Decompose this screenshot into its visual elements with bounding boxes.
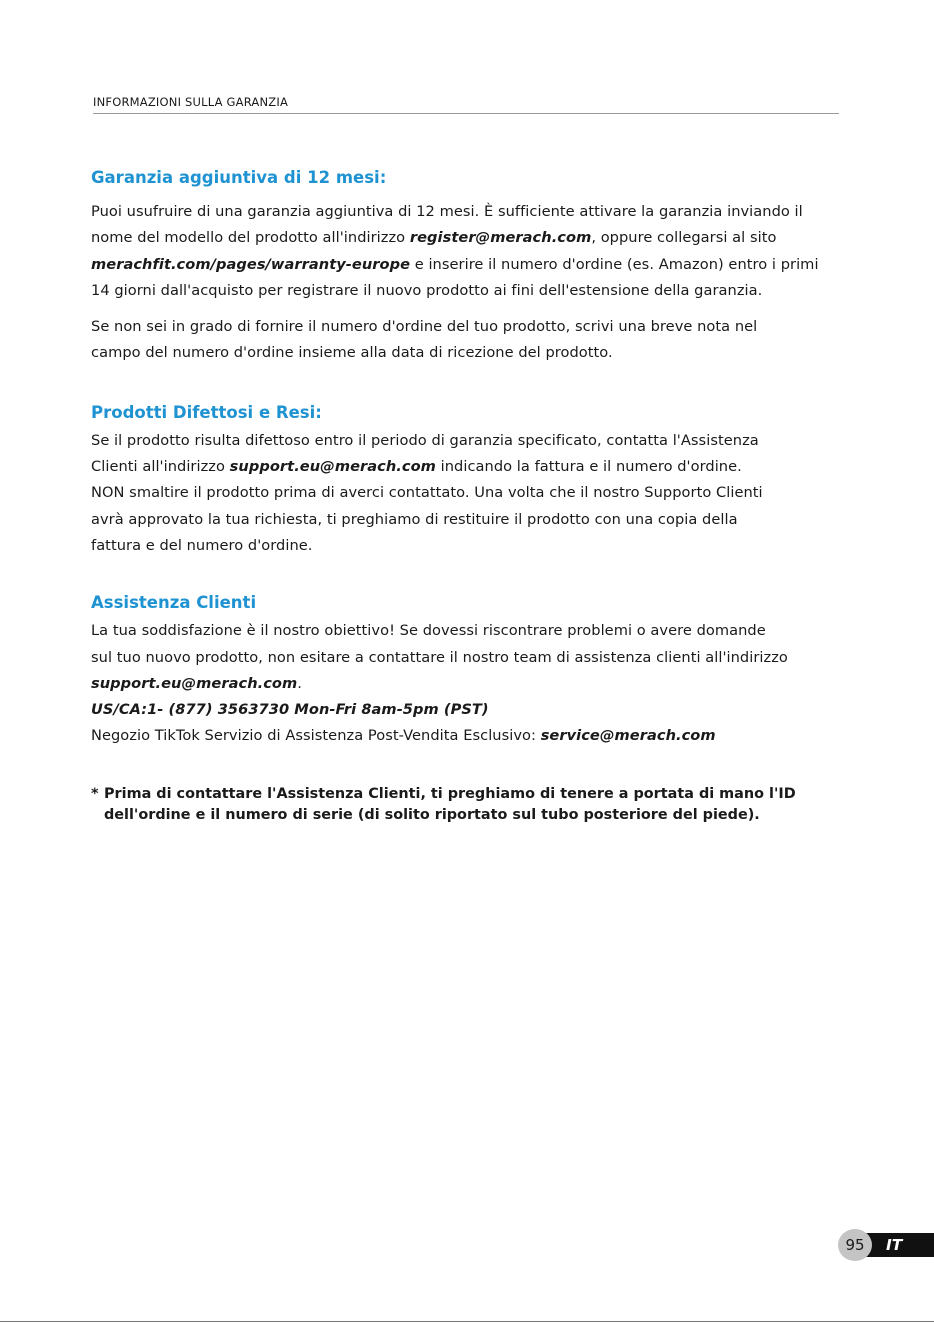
register-email-link[interactable]: register@merach.com [409,229,592,247]
warranty-line-1: Puoi usufruire di una garanzia aggiuntiva di 12 mesi. È sufficiente attivare la garanzia inviando il [91,203,803,220]
support-heading: Assistenza Clienti [91,593,257,613]
contact-note [91,784,861,826]
language-label: IT [886,1236,903,1254]
returns-heading: Prodotti Difettosi e Resi: [91,402,322,422]
warranty-p2-line-1: Se non sei in grado di fornire il numero d'ordine del tuo prodotto, scrivi una breve nota nel [91,318,758,336]
returns-line-3: NON smaltire il prodotto prima di averci contattato. Una volta che il nostro Supporto Clienti [91,484,763,502]
warranty-line-2-pre: nome del modello del prodotto all'indirizzo [91,229,410,247]
bottom-edge-line [0,1321,934,1322]
support-phone: US/CA:1- (877) 3563730 Mon-Fri 8am-5pm (PST) [91,701,489,719]
section-warranty [91,166,861,367]
note-text [104,784,796,826]
tiktok-line-pre: Negozio TikTok Servizio di Assistenza Post-Vendita Esclusivo: [91,727,541,745]
support-line-1: La tua soddisfazione è il nostro obiettivo! Se dovessi riscontrare problemi o avere domande [91,622,766,640]
section-support [91,591,861,749]
warranty-line-3-post: e inserire il numero d'ordine (es. Amazon) entro i primi [410,255,819,273]
returns-support-email-link[interactable]: support.eu@merach.com [229,458,436,476]
note-asterisk: * [91,785,99,802]
returns-line-5: fattura e del numero d'ordine. [91,536,313,554]
returns-line-2-post: indicando la fattura e il numero d'ordine. [435,458,742,476]
returns-line-1: Se il prodotto risulta difettoso entro il periodo di garanzia specificato, contatta l'Assistenza [91,431,759,449]
returns-line-2-pre: Clienti all'indirizzo [91,458,230,476]
warranty-heading: Garanzia aggiuntiva di 12 mesi: [91,168,387,187]
warranty-paragraph-2 [91,314,861,367]
page-badge [838,1229,934,1261]
note-line-2: dell'ordine e il numero di serie (di solito riportato sul tubo posteriore del piede). [104,806,760,823]
page-number: 95 [838,1229,872,1261]
support-paragraph [91,618,861,749]
returns-paragraph [91,428,861,559]
warranty-line-2-post: , oppure collegarsi al sito [591,229,777,247]
warranty-site-link[interactable]: merachfit.com/pages/warranty-europe [91,255,411,273]
running-header: INFORMAZIONI SULLA GARANZIA [93,95,289,109]
section-returns [91,401,861,559]
warranty-p2-line-2: campo del numero d'ordine insieme alla data di ricezione del prodotto. [91,344,613,362]
note-line-1: Prima di contattare l'Assistenza Clienti, ti preghiamo di tenere a portata di mano l'ID [104,785,796,802]
returns-line-4: avrà approvato la tua richiesta, ti preghiamo di restituire il prodotto con una copia della [91,510,738,528]
header-divider [93,113,839,114]
page-content [91,166,861,826]
support-line-2: sul tuo nuovo prodotto, non esitare a contattare il nostro team di assistenza clienti all'indirizzo [91,648,788,666]
warranty-paragraph-1 [91,199,861,304]
support-email-link[interactable]: support.eu@merach.com [91,674,298,692]
support-line-3-post: . [297,674,302,692]
warranty-line-4: 14 giorni dall'acquisto per registrare il nuovo prodotto ai fini dell'estensione della garanzia. [91,281,763,299]
tiktok-service-email-link[interactable]: service@merach.com [540,727,716,745]
